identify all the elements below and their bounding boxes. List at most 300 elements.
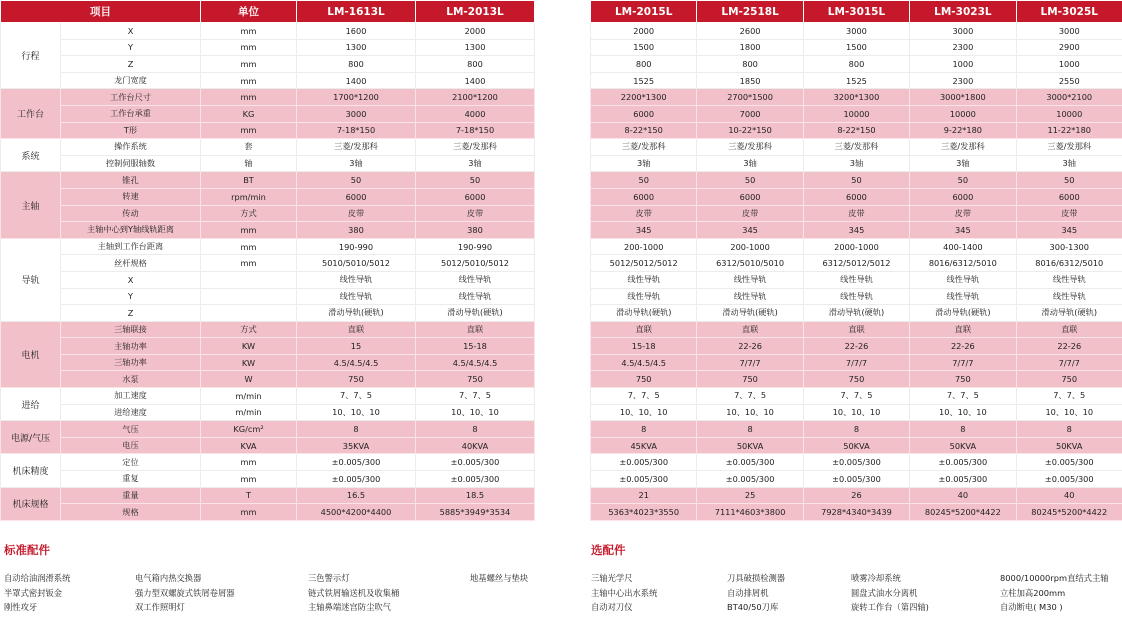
unit-cell: 方式 bbox=[201, 321, 297, 338]
value-cell: 3轴 bbox=[591, 155, 697, 172]
value-cell: 5012/5012/5012 bbox=[591, 255, 697, 272]
item-label: 传动 bbox=[61, 205, 201, 222]
value-cell: 线性导轨 bbox=[803, 288, 909, 305]
spec-row bbox=[591, 471, 1122, 488]
item-label: 三轴联接 bbox=[61, 321, 201, 338]
optional-accessory-item: 自动对刀仪 bbox=[591, 602, 633, 612]
value-cell: 1600 bbox=[297, 23, 416, 40]
value-cell: 10、10、10 bbox=[910, 404, 1016, 421]
spec-row bbox=[591, 238, 1122, 255]
value-cell: 8 bbox=[416, 421, 535, 438]
value-cell: 1850 bbox=[697, 72, 803, 89]
spec-row bbox=[591, 255, 1122, 272]
value-cell: 4000 bbox=[416, 105, 535, 122]
group-label: 机床精度 bbox=[1, 454, 61, 487]
value-cell: 7/7/7 bbox=[910, 354, 1016, 371]
spec-row bbox=[1, 188, 535, 205]
value-cell: 3轴 bbox=[910, 155, 1016, 172]
value-cell: 80245*5200*4422 bbox=[1016, 504, 1122, 521]
value-cell: 6000 bbox=[910, 188, 1016, 205]
value-cell: 三菱/发那科 bbox=[416, 139, 535, 156]
spec-row bbox=[591, 388, 1122, 405]
value-cell: 7111*4603*3800 bbox=[697, 504, 803, 521]
value-cell: ±0.005/300 bbox=[591, 471, 697, 488]
value-cell: 1800 bbox=[697, 39, 803, 56]
unit-cell: mm bbox=[201, 56, 297, 73]
value-cell: 线性导轨 bbox=[591, 271, 697, 288]
value-cell: 750 bbox=[297, 371, 416, 388]
value-cell: 5010/5010/5012 bbox=[297, 255, 416, 272]
value-cell: ±0.005/300 bbox=[697, 454, 803, 471]
item-label: 重复 bbox=[61, 471, 201, 488]
value-cell: 9-22*180 bbox=[910, 122, 1016, 139]
value-cell: ±0.005/300 bbox=[803, 471, 909, 488]
item-label: 控制伺服轴数 bbox=[61, 155, 201, 172]
value-cell: 22-26 bbox=[697, 338, 803, 355]
value-cell: 3000 bbox=[1016, 23, 1122, 40]
value-cell: 18.5 bbox=[416, 487, 535, 504]
spec-row bbox=[591, 188, 1122, 205]
value-cell: 5012/5010/5012 bbox=[416, 255, 535, 272]
value-cell: ±0.005/300 bbox=[416, 454, 535, 471]
value-cell: 4.5/4.5/4.5 bbox=[416, 354, 535, 371]
value-cell: 1400 bbox=[416, 72, 535, 89]
spec-row bbox=[591, 288, 1122, 305]
spec-row bbox=[591, 222, 1122, 239]
item-label: 主轴功率 bbox=[61, 338, 201, 355]
unit-cell: 方式 bbox=[201, 205, 297, 222]
spec-row bbox=[1, 205, 535, 222]
unit-cell: 套 bbox=[201, 139, 297, 156]
value-cell: 750 bbox=[910, 371, 1016, 388]
item-label: 水泵 bbox=[61, 371, 201, 388]
value-cell: 线性导轨 bbox=[297, 288, 416, 305]
unit-cell: mm bbox=[201, 122, 297, 139]
item-label: 丝杆规格 bbox=[61, 255, 201, 272]
value-cell: 2900 bbox=[1016, 39, 1122, 56]
item-label: X bbox=[61, 271, 201, 288]
value-cell: ±0.005/300 bbox=[297, 471, 416, 488]
item-label: X bbox=[61, 23, 201, 40]
value-cell: 50KVA bbox=[910, 437, 1016, 454]
unit-cell: KW bbox=[201, 354, 297, 371]
value-cell: 3轴 bbox=[1016, 155, 1122, 172]
value-cell: 45KVA bbox=[591, 437, 697, 454]
value-cell: 15 bbox=[297, 338, 416, 355]
value-cell: 750 bbox=[803, 371, 909, 388]
value-cell: 6312/5010/5010 bbox=[697, 255, 803, 272]
value-cell: 线性导轨 bbox=[297, 271, 416, 288]
unit-cell: mm bbox=[201, 23, 297, 40]
value-cell: 线性导轨 bbox=[591, 288, 697, 305]
spec-row bbox=[591, 89, 1122, 106]
item-label: 规格 bbox=[61, 504, 201, 521]
value-cell: 10、10、10 bbox=[297, 404, 416, 421]
spec-row bbox=[1, 72, 535, 89]
optional-accessories-title: 选配件 bbox=[591, 543, 626, 557]
value-cell: 200-1000 bbox=[591, 238, 697, 255]
unit-cell: rpm/min bbox=[201, 188, 297, 205]
value-cell: 4.5/4.5/4.5 bbox=[297, 354, 416, 371]
item-label: Y bbox=[61, 39, 201, 56]
value-cell: 皮带 bbox=[910, 205, 1016, 222]
value-cell: 6000 bbox=[416, 188, 535, 205]
spec-row bbox=[1, 271, 535, 288]
unit-cell: mm bbox=[201, 238, 297, 255]
value-cell: 皮带 bbox=[416, 205, 535, 222]
value-cell: 10000 bbox=[1016, 105, 1122, 122]
item-label: 进给速度 bbox=[61, 404, 201, 421]
value-cell: 6000 bbox=[591, 188, 697, 205]
value-cell: 345 bbox=[591, 222, 697, 239]
value-cell: 800 bbox=[803, 56, 909, 73]
optional-accessory-item: BT40/50刀库 bbox=[727, 602, 779, 612]
value-cell: 滑动导轨(硬轨) bbox=[591, 305, 697, 322]
value-cell: 6000 bbox=[591, 105, 697, 122]
unit-cell: mm bbox=[201, 255, 297, 272]
group-label: 电源/气压 bbox=[1, 421, 61, 454]
item-label: 加工速度 bbox=[61, 388, 201, 405]
spec-row bbox=[1, 454, 535, 471]
unit-cell: KVA bbox=[201, 437, 297, 454]
value-cell: 7000 bbox=[697, 105, 803, 122]
value-cell: 三菱/发那科 bbox=[910, 139, 1016, 156]
value-cell: 1500 bbox=[591, 39, 697, 56]
standard-accessory-item: 双工作照明灯 bbox=[135, 602, 185, 612]
unit-cell bbox=[201, 305, 297, 322]
item-label: Z bbox=[61, 56, 201, 73]
group-label: 系统 bbox=[1, 139, 61, 172]
standard-accessory-item: 三色警示灯 bbox=[308, 573, 350, 583]
header-cell-model: LM-1613L bbox=[297, 1, 416, 23]
value-cell: 4.5/4.5/4.5 bbox=[591, 354, 697, 371]
value-cell: 3轴 bbox=[297, 155, 416, 172]
value-cell: 3轴 bbox=[697, 155, 803, 172]
value-cell: 800 bbox=[297, 56, 416, 73]
spec-row bbox=[1, 321, 535, 338]
header-cell-model: LM-2015L bbox=[591, 1, 697, 23]
value-cell: 8-22*150 bbox=[591, 122, 697, 139]
item-label: 三轴功率 bbox=[61, 354, 201, 371]
value-cell: 直联 bbox=[416, 321, 535, 338]
item-label: T形 bbox=[61, 122, 201, 139]
value-cell: 3000*2100 bbox=[1016, 89, 1122, 106]
value-cell: 190-990 bbox=[297, 238, 416, 255]
spec-row bbox=[1, 89, 535, 106]
value-cell: 直联 bbox=[297, 321, 416, 338]
value-cell: 线性导轨 bbox=[1016, 288, 1122, 305]
value-cell: 2300 bbox=[910, 72, 1016, 89]
value-cell: 5363*4023*3550 bbox=[591, 504, 697, 521]
value-cell: 7928*4340*3439 bbox=[803, 504, 909, 521]
spec-row bbox=[1, 155, 535, 172]
spec-row bbox=[591, 172, 1122, 189]
value-cell: 2700*1500 bbox=[697, 89, 803, 106]
value-cell: 800 bbox=[697, 56, 803, 73]
header-cell-model: LM-3025L bbox=[1016, 1, 1122, 23]
value-cell: ±0.005/300 bbox=[697, 471, 803, 488]
value-cell: 10000 bbox=[910, 105, 1016, 122]
spec-row bbox=[1, 23, 535, 40]
spec-row bbox=[1, 255, 535, 272]
value-cell: 10、10、10 bbox=[1016, 404, 1122, 421]
spec-row bbox=[591, 155, 1122, 172]
value-cell: 300-1300 bbox=[1016, 238, 1122, 255]
value-cell: 50KVA bbox=[803, 437, 909, 454]
value-cell: 8 bbox=[1016, 421, 1122, 438]
item-label: 工作台承重 bbox=[61, 105, 201, 122]
value-cell: 三菱/发那科 bbox=[297, 139, 416, 156]
value-cell: 滑动导轨(硬轨) bbox=[803, 305, 909, 322]
value-cell: 线性导轨 bbox=[416, 288, 535, 305]
value-cell: 6312/5012/5012 bbox=[803, 255, 909, 272]
value-cell: 190-990 bbox=[416, 238, 535, 255]
value-cell: 2000 bbox=[416, 23, 535, 40]
value-cell: 滑动导轨(硬轨) bbox=[297, 305, 416, 322]
value-cell: 7、7、5 bbox=[591, 388, 697, 405]
unit-cell bbox=[201, 271, 297, 288]
unit-cell: KW bbox=[201, 338, 297, 355]
value-cell: ±0.005/300 bbox=[910, 454, 1016, 471]
standard-accessory-item: 电气箱内热交换器 bbox=[135, 573, 202, 583]
value-cell: 7、7、5 bbox=[1016, 388, 1122, 405]
value-cell: 2300 bbox=[910, 39, 1016, 56]
value-cell: 1300 bbox=[297, 39, 416, 56]
value-cell: 1000 bbox=[910, 56, 1016, 73]
value-cell: 15-18 bbox=[416, 338, 535, 355]
value-cell: 1500 bbox=[803, 39, 909, 56]
value-cell: 6000 bbox=[803, 188, 909, 205]
unit-cell: m/min bbox=[201, 388, 297, 405]
optional-accessory-item: 圆盘式油水分离机 bbox=[851, 587, 918, 598]
value-cell: 345 bbox=[803, 222, 909, 239]
group-label: 工作台 bbox=[1, 89, 61, 139]
spec-row bbox=[591, 39, 1122, 56]
spec-row bbox=[591, 454, 1122, 471]
value-cell: 200-1000 bbox=[697, 238, 803, 255]
spec-row bbox=[591, 437, 1122, 454]
spec-row bbox=[1, 421, 535, 438]
value-cell: 皮带 bbox=[1016, 205, 1122, 222]
header-cell-model: LM-3015L bbox=[803, 1, 909, 23]
value-cell: 400-1400 bbox=[910, 238, 1016, 255]
spec-row bbox=[1, 305, 535, 322]
value-cell: 750 bbox=[697, 371, 803, 388]
value-cell: 5885*3949*3534 bbox=[416, 504, 535, 521]
value-cell: 10、10、10 bbox=[591, 404, 697, 421]
value-cell: 26 bbox=[803, 487, 909, 504]
item-label: 操作系统 bbox=[61, 139, 201, 156]
value-cell: 2000 bbox=[591, 23, 697, 40]
value-cell: 22-26 bbox=[1016, 338, 1122, 355]
spec-row bbox=[591, 72, 1122, 89]
value-cell: 3轴 bbox=[803, 155, 909, 172]
standard-accessory-item: 地基螺丝与垫块 bbox=[470, 573, 529, 583]
value-cell: 345 bbox=[1016, 222, 1122, 239]
optional-accessory-item: 自动排屑机 bbox=[727, 587, 769, 598]
value-cell: 22-26 bbox=[910, 338, 1016, 355]
value-cell: 7、7、5 bbox=[803, 388, 909, 405]
value-cell: 50 bbox=[803, 172, 909, 189]
standard-accessory-item: 刚性攻牙 bbox=[4, 602, 38, 612]
value-cell: 750 bbox=[1016, 371, 1122, 388]
value-cell: 50 bbox=[697, 172, 803, 189]
value-cell: 3000*1800 bbox=[910, 89, 1016, 106]
value-cell: 3200*1300 bbox=[803, 89, 909, 106]
value-cell: ±0.005/300 bbox=[1016, 471, 1122, 488]
unit-cell: BT bbox=[201, 172, 297, 189]
item-label: 主轴中心到Y轴线轨距离 bbox=[61, 222, 201, 239]
spec-row bbox=[1, 105, 535, 122]
value-cell: 6000 bbox=[1016, 188, 1122, 205]
spec-row bbox=[1, 487, 535, 504]
value-cell: 8 bbox=[297, 421, 416, 438]
value-cell: 线性导轨 bbox=[697, 271, 803, 288]
value-cell: 6000 bbox=[697, 188, 803, 205]
optional-accessory-item: 三轴光学尺 bbox=[591, 573, 633, 583]
value-cell: 50KVA bbox=[697, 437, 803, 454]
value-cell: 直联 bbox=[591, 321, 697, 338]
group-label: 电机 bbox=[1, 321, 61, 387]
optional-accessory-item: 主轴中心出水系统 bbox=[591, 587, 658, 598]
value-cell: ±0.005/300 bbox=[910, 471, 1016, 488]
spec-row bbox=[591, 354, 1122, 371]
value-cell: 8 bbox=[803, 421, 909, 438]
standard-accessory-item: 主轴鼻端迷宫防尘吹气 bbox=[308, 602, 391, 612]
value-cell: 25 bbox=[697, 487, 803, 504]
item-label: 锥孔 bbox=[61, 172, 201, 189]
optional-accessory-item: 立柱加高200mm bbox=[1000, 587, 1066, 598]
standard-accessory-item: 半罩式密封钣金 bbox=[4, 587, 63, 598]
unit-cell: KG/cm² bbox=[201, 421, 297, 438]
value-cell: 1300 bbox=[416, 39, 535, 56]
unit-cell: m/min bbox=[201, 404, 297, 421]
value-cell: 直联 bbox=[910, 321, 1016, 338]
value-cell: ±0.005/300 bbox=[297, 454, 416, 471]
value-cell: 50 bbox=[910, 172, 1016, 189]
value-cell: 800 bbox=[591, 56, 697, 73]
spec-row bbox=[1, 56, 535, 73]
item-label: 龙门宽度 bbox=[61, 72, 201, 89]
optional-accessory-item: 8000/10000rpm直结式主轴 bbox=[1000, 573, 1109, 583]
value-cell: 6000 bbox=[297, 188, 416, 205]
spec-row bbox=[1, 172, 535, 189]
spec-row bbox=[591, 56, 1122, 73]
value-cell: 50 bbox=[591, 172, 697, 189]
spec-row bbox=[1, 471, 535, 488]
item-label: 转速 bbox=[61, 188, 201, 205]
value-cell: 7、7、5 bbox=[416, 388, 535, 405]
value-cell: 3000 bbox=[910, 23, 1016, 40]
value-cell: ±0.005/300 bbox=[1016, 454, 1122, 471]
spec-row bbox=[591, 271, 1122, 288]
value-cell: 2550 bbox=[1016, 72, 1122, 89]
spec-row bbox=[591, 105, 1122, 122]
standard-accessory-item: 链式铁屑输送机及收集桶 bbox=[308, 587, 400, 598]
spec-row bbox=[1, 222, 535, 239]
standard-accessory-item: 强力型双螺旋式铁屑卷屑器 bbox=[135, 587, 235, 598]
value-cell: 35KVA bbox=[297, 437, 416, 454]
optional-accessory-item: 自动断电( M30 ) bbox=[1000, 602, 1063, 612]
header-cell-unit: 单位 bbox=[201, 1, 297, 23]
value-cell: 7、7、5 bbox=[297, 388, 416, 405]
value-cell: 15-18 bbox=[591, 338, 697, 355]
value-cell: 线性导轨 bbox=[1016, 271, 1122, 288]
value-cell: 10、10、10 bbox=[416, 404, 535, 421]
value-cell: 11-22*180 bbox=[1016, 122, 1122, 139]
value-cell: 2600 bbox=[697, 23, 803, 40]
value-cell: 滑动导轨(硬轨) bbox=[910, 305, 1016, 322]
spec-row bbox=[1, 139, 535, 156]
spec-row bbox=[591, 338, 1122, 355]
unit-cell: mm bbox=[201, 504, 297, 521]
value-cell: 皮带 bbox=[297, 205, 416, 222]
optional-accessory-item: 刀具破损检测器 bbox=[727, 573, 786, 583]
value-cell: 16.5 bbox=[297, 487, 416, 504]
unit-cell bbox=[201, 288, 297, 305]
optional-accessory-item: 喷雾冷却系统 bbox=[851, 573, 901, 583]
value-cell: 380 bbox=[297, 222, 416, 239]
value-cell: 线性导轨 bbox=[910, 271, 1016, 288]
standard-accessories-title: 标准配件 bbox=[4, 543, 50, 557]
spec-row bbox=[591, 305, 1122, 322]
unit-cell: KG bbox=[201, 105, 297, 122]
value-cell: 线性导轨 bbox=[697, 288, 803, 305]
value-cell: 直联 bbox=[1016, 321, 1122, 338]
value-cell: 1700*1200 bbox=[297, 89, 416, 106]
value-cell: 7、7、5 bbox=[910, 388, 1016, 405]
group-label: 主轴 bbox=[1, 172, 61, 238]
spec-row bbox=[1, 388, 535, 405]
optional-accessory-item: 旋转工作台（第四轴) bbox=[851, 602, 929, 612]
right-header-row bbox=[591, 1, 1122, 23]
unit-cell: mm bbox=[201, 39, 297, 56]
value-cell: 50 bbox=[1016, 172, 1122, 189]
left-header-row bbox=[1, 1, 535, 23]
value-cell: 10000 bbox=[803, 105, 909, 122]
value-cell: 800 bbox=[416, 56, 535, 73]
spec-row bbox=[1, 238, 535, 255]
value-cell: 滑动导轨(硬轨) bbox=[1016, 305, 1122, 322]
value-cell: 直联 bbox=[803, 321, 909, 338]
unit-cell: T bbox=[201, 487, 297, 504]
value-cell: 3000 bbox=[803, 23, 909, 40]
spec-row bbox=[591, 487, 1122, 504]
value-cell: 7/7/7 bbox=[803, 354, 909, 371]
unit-cell: mm bbox=[201, 454, 297, 471]
value-cell: 直联 bbox=[697, 321, 803, 338]
value-cell: 三菱/发那科 bbox=[591, 139, 697, 156]
unit-cell: mm bbox=[201, 89, 297, 106]
item-label: 电压 bbox=[61, 437, 201, 454]
spec-row bbox=[1, 338, 535, 355]
value-cell: 345 bbox=[697, 222, 803, 239]
value-cell: 三菱/发那科 bbox=[697, 139, 803, 156]
spec-row bbox=[591, 23, 1122, 40]
spec-row bbox=[591, 205, 1122, 222]
value-cell: 750 bbox=[591, 371, 697, 388]
spec-row bbox=[591, 504, 1122, 521]
value-cell: ±0.005/300 bbox=[416, 471, 535, 488]
item-label: 定位 bbox=[61, 454, 201, 471]
unit-cell: W bbox=[201, 371, 297, 388]
item-label: Z bbox=[61, 305, 201, 322]
value-cell: 40 bbox=[910, 487, 1016, 504]
value-cell: 8 bbox=[591, 421, 697, 438]
unit-cell: mm bbox=[201, 72, 297, 89]
standard-accessory-item: 自动给油润滑系统 bbox=[4, 573, 71, 583]
item-label: Y bbox=[61, 288, 201, 305]
